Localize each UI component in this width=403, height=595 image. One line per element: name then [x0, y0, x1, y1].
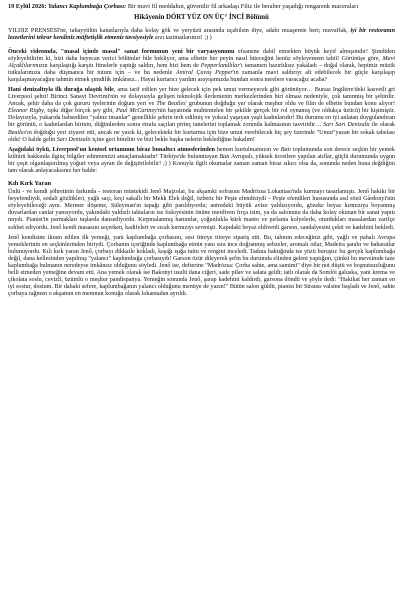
episode-date: 19 Eylül 2026:: [8, 3, 47, 10]
italic-span: Batı: [219, 154, 230, 161]
text-span: ' grubunun doğduğu yer olarak meşhur oldu ve film de elbette bundan konu alıyor!: [185, 101, 395, 108]
text-span: arzı tazimatlarımız! ;) ): [153, 35, 212, 42]
italic-span: Eleanor Rigby: [8, 108, 44, 115]
italic-span: Sarı Denizaltı: [56, 136, 91, 143]
text-span: ızın karşılaştığı karşıtı fitnelerle yaptığı saldırı, hem bizi hem de: [38, 62, 201, 69]
italic-span: The Beatles: [156, 101, 186, 108]
story-section-title: Kılı Kırk Yaran: [8, 180, 52, 188]
text-span: 'ın doğduğu yeri ziyaret etti, ancak ne yazık ki, gelecekteki bir kurtarma için bize umut verebilecek hiç şey üzerinde "Umut"yazan bir sokak tabelası oldu! O halde gelin: [8, 129, 395, 143]
text-span: , ama tarif edilen yer bize gelecek için pek umut vermeyecek gibi görünüyor… Burası Ingiltere'deki kasvetli gri Liverpool şehri! Birinci Sanayi Devrimi'nin ve dolayısıyla gelişen teknolojik ilerlemenin merkezlerinden biri olması nedeniyle, çok tanınmış bir şehirdir. Ancak, şehir daha da çok gururu iyelerinin doğum yeri ve: [8, 87, 395, 108]
text-span: ile olarak: [369, 122, 395, 129]
lead-span: Aşağıdaki öykü, Liverpool'un kentsel ortamının biraz bunaltıcı atmosferinden: [8, 147, 215, 154]
chapter-title: Hikâyenin DÖRT YÜZ ON ÜÇ° İNCİ Bölümü: [134, 14, 269, 22]
text-span: 'ın zamanla mavi saldırıyı alt edebilecek bir güçle karşılaşıp karşılaşmayacağını tahmin etmek şimdilik imkânsız... Hayat kurtarıcı yardım arayışımızda bundan sonra nerelere varacağız acaba?: [8, 69, 395, 83]
paragraph-story-2: Jenő kendisine ikram edilen ilk yemeği, yani kaplumbağa çorbasını, sesi titreye titreye sipariş etti. Bu, tahmin edeceğiniz gibi, yağlı ve pahalı Avrupa yemeklerinin en seçkinlerinden biriydi. Çorbanın içeriğinde kaplumbağa etinin yanı sıra ince doğranmış sebzeler, aromalı otlar, Madeira şarabı ve baharatlar bulunuyordu. Kılı kırk yaran Jenő, çorbayı dikkatle kokladı, kaşığı ışığa tuttu ve rengini inceledi. Tadına baktığında ise yüzü buruştu: bu gerçek kaplumbağa değil, dana kellesinden yapılmış "yalancı" kaplumbağa çorbasıydı! Garson özür dileyerek şefin bu durumda elinden geleni yaptığını, çünkü bu mevsimde taze kaplumbağa bulmanın neredeyse imkânsız olduğunu söyledi. Jenő ise, defterine "Madrözsa: Çorba sahte, ama samimi" diye bir not düştü ve hoşnutsuzluğunu belli etmeden yemeğine devam etti. Ana yemek olarak ise Bakonyi usulü dana ciğeri, sade pilav ve salata geldi; tatlı olarak da Somlói galuska, yani krema ve çikolata soslu, cevizli, üzümlü o meşhur pandispanya. Yemeğin sonunda Jenő, şarap kadehini kaldırdı, garsona döndü ve şöyle dedi: "Hakikat her zaman en iyi sostur, dostum. Bir dahaki sefere, kaplumbağanın yalancı olduğunu menüye de yazın!" Bütün salon güldü, pianist bir Strauss valsine başladı ve Jenő, sahte çorbaya rağmen o akşamın en memnun konuğu olarak lokantadan ayrıldı.: [8, 235, 395, 298]
text-span: içine geri binelim ve bizi bekle başka nelerin beklediğine bakalım!: [90, 136, 255, 143]
episode-headline: Yalancı Kaplumbağa Çorbası:: [48, 3, 127, 10]
paragraph-previous-video: [8, 49, 395, 84]
paragraph-dedication: [8, 28, 395, 42]
paragraph-story-1: Ünlü - ve kendi şöhretinin farkında - restoran müstekidi Jenő Majzolai, bu akşamki sofrasını Madrözsa Lokantası'nda kurmayı tasarlamıştı. Jenő hakiki bir beyefendiydi, sodali gözlükleri, yağlı saçı, keçi sakallı bir Mekk Elek değil, özbeöz bir Peşte efendisiydi – Peşte efendileri hususunda asıl sözü Gárdonyi'nin söyleyebileceği aynı. Mermer döşeme, Süleyman'ın tapağı gibi parıldıyordu; antredeki büyük avize yaldızıyordu, gözeke beyaz kırmızıya boyanmış duvarlardan canlar yansıyordu, yakındaki yaldızlı tahtaların ise fıskıyesinin önüne merdiven fırça isim, ya da salonunu da daha kolay okunan bir sanat yapıtı mıydı. Pianist'in parmakları tuşlarda dansediyordu. Kırpmalanmış hanımlar, çoğunlukla kürk manto ve pırlanta kolyelerle, oturdukları masalardan zarifçe sohbet ediyordu. Jenő kendi masasını seçerken, kadifeleri ve sıcak kırmızıyı sevmişti. Kapıdaki beyaz eldivenli garson, sandalyesini çekti ve kadehini bekledi.: [8, 189, 395, 231]
italic-span: Sarı Sarı Denizaltı: [323, 122, 370, 129]
italic-span: Amiral Çavuş Pepper: [175, 69, 233, 76]
episode-intro: Bir mavi fil meddahın, güvenilir fil arkadaşı Filiz ile beraber yaşadığı rengarenk maceraları: [127, 3, 359, 10]
text-span: toplumunda son derece seçkin bir yemek kültürü hakkında ilginç bilgiler edinmemizi amaçlamaktadır! Türkiye'de bulunmayan: [8, 147, 395, 161]
text-span: 'nin hayatında muhtemelen bir şekilde gerçek bir rol oynamış (ve oldukça üzücü) bir kişimiştir. Dolayısıyla, yukarıda bahsedilen "yalnız insanlar" genellikle şehrin terk edilmiş ve yoksul yaşayan yaşlı kadınlarıdır! Bu durumu en iyi anlatan duygulandıran bir görüntü, o kadınlardan birinin, düğünlerden sonra etrafa saçılan pirinç tanelerini toplamak zorunda kalmasının tasviridir…: [8, 108, 395, 129]
lead-span: Hani denizaltıyla ilk durağa ulaştık bile: [8, 87, 114, 94]
episode-header: [8, 3, 395, 10]
text-span: hemen kurtulmamızın ve: [214, 147, 281, 154]
italic-span: Pepperlandlılar': [200, 62, 242, 69]
paragraph-story-intro: [8, 147, 395, 175]
text-span: Avrupalı, yüksek ücretlere yapılan atıflar, güçlü durumunda uygun bir çeşit olgunlaştırılmış yoğurt veya ayran ile değiştirilebilir! ;) ) Konuyla ilgili okumalar zaman zaman biraz sıkıcı olsa da, sonunda neden buna değdiğini tam olarak anlayacaksınız her halde:: [8, 154, 396, 175]
text-span: , tıpkı diğer birçok şey gibi,: [43, 108, 116, 115]
italic-span: Paul McCartney: [115, 108, 157, 115]
lead-span: Önceki videomda, "masal içinde masal" sanat formunun yeni bir varyasyonunu: [8, 48, 235, 55]
text-span: YILDIZ PRENSESİ'ne, tahayyülün kanatlarıyla daha kolay gök ve yeryüzü arasında uçabilsin diye, adabı muaşerete beri; muvaffak,: [8, 28, 351, 35]
text-span: efsanene dahil etmekten büyük keyif almışımdır! Şimdiden söyleyebilirim ki, bizi daha heyecan verici bölümler bile bekliyor, ama elbette her peyin nasıl biteceğini henüz söyleyemem tabii! Görünüşe göre,: [8, 48, 395, 62]
italic-span: Mavi Alçaklılarım: [8, 55, 395, 69]
emphasis-span: iyi bir restoranın lezzetlerini tekrar kendiniz müftetişlik etmeniz tavsiyesiyle: [8, 28, 395, 42]
italic-span: Batı: [280, 147, 291, 154]
italic-span: Beatles: [8, 129, 26, 136]
paragraph-liverpool: [8, 87, 395, 143]
text-span: ı tamamen hazırlıksız yakaladı – doğal olarak, hepimiz müzik tutkularımıza daha düşmanca bir tutum için – ve bu nedenle: [8, 62, 396, 76]
